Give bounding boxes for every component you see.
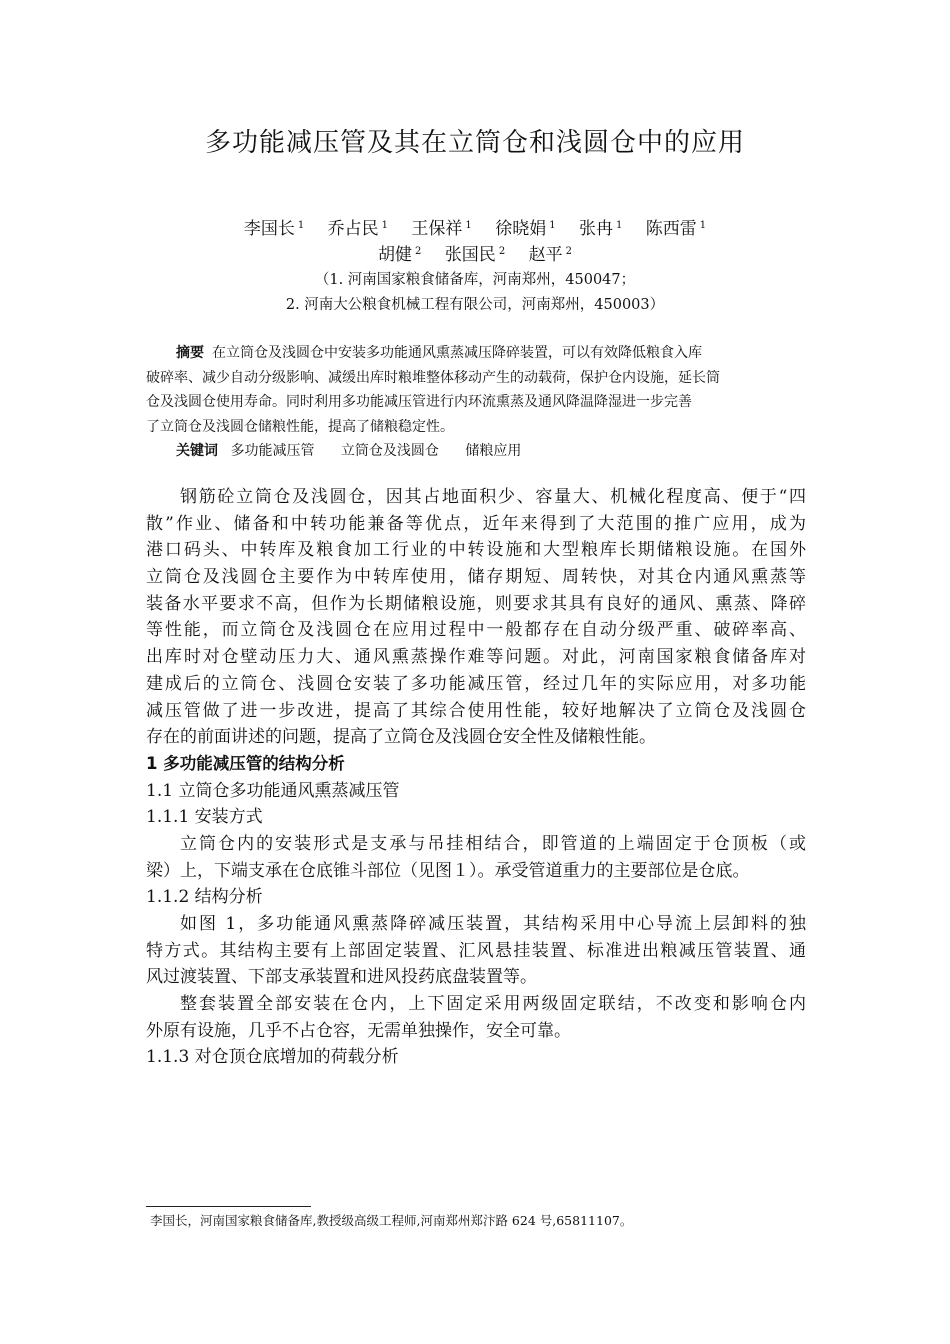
abstract-line: 摘要 在立筒仓及浅圆仓中安装多功能通风熏蒸减压降碎装置，可以有效降低粮食入库: [176, 345, 702, 361]
paragraph-line: 如图 1，多功能通风熏蒸降碎减压装置，其结构采用中心导流上层卸料的独: [180, 914, 806, 934]
author: 张冉 $^1$: [578, 219, 623, 239]
paragraph-line: 建成后的立筒仓、浅圆仓安装了多功能减压管，经过几年的实际应用，对多功能: [146, 673, 806, 694]
paragraph-line: 梁）上，下端支承在仓底锥斗部位（见图１）。承受管道重力的主要部位是仓底。: [146, 860, 750, 881]
author: 胡健 $^2$: [378, 245, 422, 265]
section-heading-1-1-3: 1.1.3 对仓顶仓底增加的荷载分析: [146, 1047, 399, 1068]
abstract-line: 仓及浅圆仓使用寿命。同时利用多功能减压管进行内环流熏蒸及通风降温降湿进一步完善: [146, 394, 692, 410]
paragraph-line: 外原有设施，几乎不占仓容，无需单独操作，安全可靠。: [146, 1020, 571, 1041]
author: 徐晓娟 $^1$: [495, 219, 556, 239]
paragraph-line: 风过渡装置、下部支承装置和进风投药底盘装置等。: [146, 967, 537, 988]
paragraph-line: 存在的前面讲述的问题，提高了立筒仓及浅圆仓安全性及储粮性能。: [146, 727, 656, 748]
paragraph-line: 钢筋砼立筒仓及浅圆仓，因其占地面积少、容量大、机械化程度高、便于“四: [180, 487, 806, 507]
paragraph-line: 散”作业、储备和中转功能兼备等优点，近年来得到了大范围的推广应用，成为: [146, 513, 806, 534]
footnote: 李国长，河南国家粮食储备库,教授级高级工程师,河南郑州郑汴路 624 号,65811107。: [150, 1213, 633, 1228]
paragraph-line: 特方式。其结构主要有上部固定装置、汇风悬挂装置、标准进出粮减压管装置、通: [146, 940, 806, 961]
paragraph-line: 整套装置全部安装在仓内，上下固定采用两级固定联结，不改变和影响仓内: [180, 994, 806, 1015]
section-heading-1-1-2: 1.1.2 结构分析: [146, 887, 263, 908]
paragraph-line: 装备水平要求不高，但作为长期储粮设施，则要求其具有良好的通风、熏蒸、降碎: [146, 593, 806, 614]
author: 陈西雷 $^1$: [645, 219, 707, 239]
paragraph-line: 等性能，而立筒仓及浅圆仓在应用过程中一般都存在自动分级严重、破碎率高、: [146, 620, 806, 641]
paragraph-line: 港口码头、中转库及粮食加工行业的中转设施和大型粮库长期储粮设施。在国外: [146, 540, 806, 561]
keyword: 立筒仓及浅圆仓: [340, 443, 439, 459]
author: 张国民 $^2$: [444, 245, 506, 265]
section-heading-1-1: 1.1 立筒仓多功能通风熏蒸减压管: [146, 780, 400, 801]
author-list-row-1: [0, 214, 950, 239]
paper-title: 多功能减压管及其在立筒仓和浅圆仓中的应用: [204, 128, 745, 158]
body-text: [146, 484, 806, 1071]
author: 乔占民 $^1$: [327, 219, 389, 239]
abstract-line: 了立筒仓及浅圆仓储粮性能，提高了储粮稳定性。: [146, 418, 454, 435]
keywords-label: 关键词: [176, 443, 218, 459]
paragraph-line: 出库时对仓壁动压力大、通风熏蒸操作难等问题。对此，河南国家粮食储备库对: [146, 647, 806, 668]
section-heading-1: 1 多功能减压管的结构分析: [146, 753, 345, 773]
author: 李国长 $^1$: [243, 219, 305, 239]
keywords: [176, 440, 543, 460]
section-heading-1-1-1: 1.1.1 安装方式: [146, 807, 263, 828]
abstract-line: 破碎率、减少自动分级影响、减缓出库时粮堆整体移动产生的动载荷，保护仓内设施，延长筒: [146, 369, 720, 386]
abstract-label: 摘要: [176, 345, 204, 361]
author: 赵平 $^2$: [528, 245, 572, 265]
abstract: [146, 341, 806, 439]
paragraph-line: 减压管做了进一步改进，提高了其综合使用性能，较好地解决了立筒仓及浅圆仓: [146, 700, 806, 721]
paragraph-line: 立筒仓内的安装形式是支承与吊挂相结合，即管道的上端固定于仓顶板（或: [180, 833, 806, 854]
author-list-row-2: [0, 240, 950, 265]
keyword: 储粮应用: [465, 443, 522, 459]
affiliation-1: （1. 河南国家粮食储备库，河南郑州，450047；: [314, 272, 636, 288]
keyword: 多功能减压管: [230, 443, 315, 459]
author: 王保祥 $^1$: [411, 219, 472, 239]
paragraph-line: 立筒仓及浅圆仓主要作为中转库使用，储存期短、周转快，对其仓内通风熏蒸等: [146, 567, 806, 588]
footnote-divider: [146, 1206, 311, 1207]
affiliation-2: 2. 河南大公粮食机械工程有限公司，河南郑州，450003）: [285, 297, 665, 313]
